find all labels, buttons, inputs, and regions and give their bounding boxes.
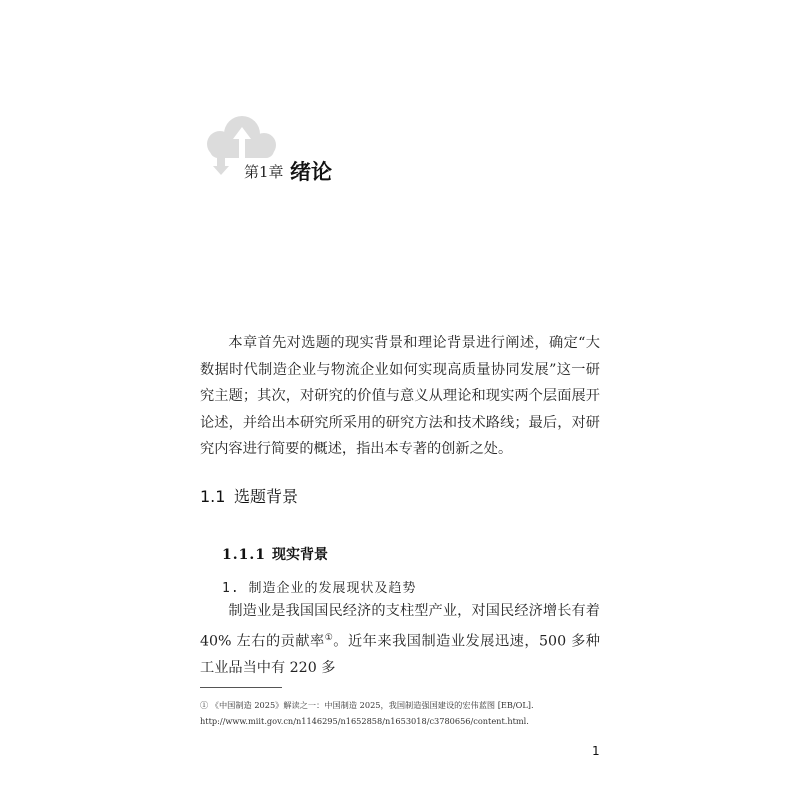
item-heading: 1. 制造企业的发展现状及趋势 [222, 581, 417, 596]
body-text-start: 制造业是我国国民经济的支柱型产业，对国民经济增长有着 40% 左右的贡献率 [200, 603, 600, 650]
chapter-title: 绪论 [290, 160, 332, 184]
page-number: 1 [592, 744, 600, 758]
footnote-divider [200, 687, 282, 688]
section-title: 选题背景 [234, 487, 299, 506]
body-text-end: 。近年来我国制造业发展迅速，500 多种工业品当中有 220 多 [200, 633, 600, 676]
section-number: 1.1 [200, 487, 226, 506]
chapter-abstract: 本章首先对选题的现实背景和理论背景进行阐述，确定“大数据时代制造企业与物流企业如何实现高质量协同发展”这一研究主题；其次，对研究的价值与意义从理论和现实两个层面展开论述，并给出本研究所采用的研究方法和技术路线；最后，对研究内容进行简要的概述，指出本专著的创新之处。 [200, 335, 600, 457]
body-paragraph [200, 598, 600, 681]
subsection-title: 现实背景 [272, 547, 328, 563]
section-heading [200, 484, 298, 507]
subsection-heading [222, 544, 328, 564]
footnote: ① 《中国制造 2025》解读之一：中国制造 2025，我国制造强国建设的宏伟蓝图 [EB/OL]. http://www.miit.gov.cn/n1146295/n1652858/n1653018/c3780656/content.html. [200, 700, 534, 726]
subsection-number: 1.1.1 [222, 547, 266, 563]
footnote-reference[interactable]: ① [324, 632, 334, 643]
chapter-heading [200, 112, 620, 192]
chapter-number: 第1章 [244, 163, 284, 181]
